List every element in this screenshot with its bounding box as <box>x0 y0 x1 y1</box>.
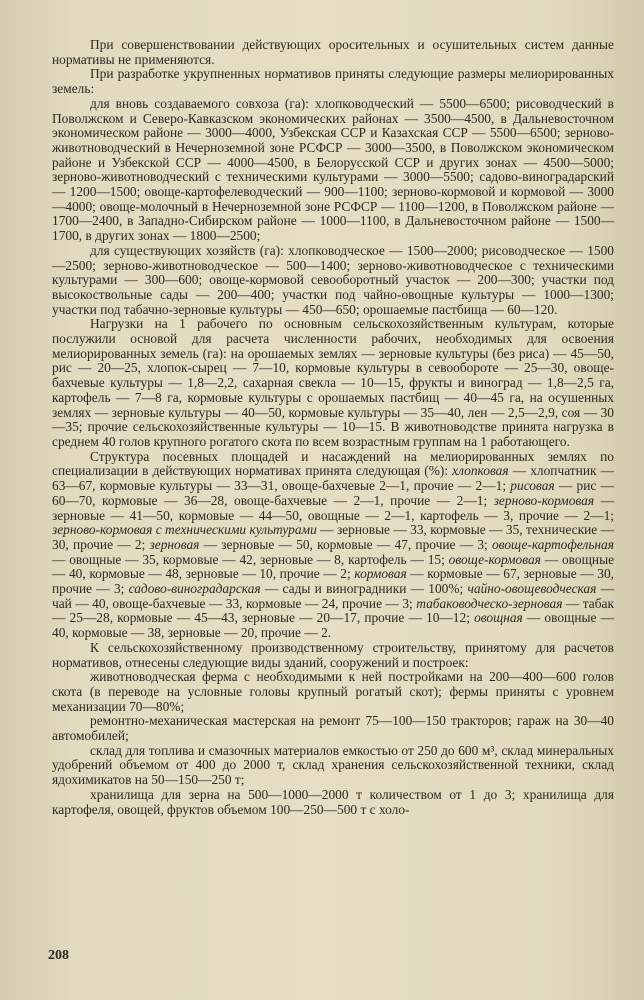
italic-term: овоще-кормовая <box>448 551 541 567</box>
text-run: Нагрузки на 1 рабочего по основным сельскохозяйственным культурам, которые послужили основой для расчета численности рабочих, необходимых для освоения мелиорированных земель (га): на орошаемых землях — зерновые культуры (без риса) — 45—50, рис — 20—25, хлопок-сырец — 7—10, кормовые культуры в севообороте — 25—30, овоще-бахчевые культуры — 1,8—2,2, сахарная свекла — 10—15, фрукты и виноград — 1,8—2,5 га, картофель — 7—8 га, кормовые культуры с орошаемых пастбищ — 40—45 га, на осушенных землях — зерновые культуры — 40—50, кормовые культуры — 35—40, лен — 2,5—2,9, соя — 30—35; прочие сельскохозяйственные культуры — 10—15. В животноводстве принята нагрузка в среднем 40 голов крупного рогатого скота по всем возрастным группам на 1 работающего. <box>52 316 614 449</box>
text-run: хранилища для зерна на 500—1000—2000 т количеством от 1 до 3; хранилища для картофеля, овощей, фруктов объемом 100—250—500 т с холо- <box>52 786 614 817</box>
italic-term: овощная <box>474 610 523 626</box>
italic-term: зерновая <box>149 536 200 552</box>
text-run: При совершенствовании действующих оросительных и осушительных систем данные нормативы не применяются. <box>52 37 614 67</box>
text-run: — рис — 60—70, кормовые — 36—28, овоще-бахчевые — 2—1, прочие — 2—1; <box>52 478 614 508</box>
paragraph <box>52 788 614 817</box>
text-run: — табак — 25—28, кормовые — 45—43, зерновые — 20—17, прочие — 10—12; <box>52 595 614 626</box>
text-run: — чай — 40, овоще-бахчевые — 33, кормовые — 24, прочие — 3; <box>52 581 615 611</box>
page-number: 208 <box>48 948 69 963</box>
text-run: — кормовые — 67, зерновые — 30, прочие — 3; <box>52 566 614 597</box>
italic-term: хлопковая <box>452 463 509 479</box>
italic-term: табаководческо-зерновая <box>416 595 563 611</box>
text-run: животноводческая ферма с необходимыми к ней постройками на 200—400—600 голов скота (в переводе на условные головы крупный рогатый скот); фермы приняты с уровнем механизации 70—80%; <box>52 669 614 714</box>
text-run: — овощные — 35, кормовые — 42, зерновые — 8, картофель — 15; <box>52 551 449 567</box>
text-run: склад для топлива и смазочных материалов емкостью от 250 до 600 м³, склад минеральных удобрений объемом от 400 до 2000 т, склад хранения сельскохозяйственной техники, склад ядохимикатов на 50—150—250 т; <box>52 742 614 788</box>
italic-term: кормовая <box>354 566 407 582</box>
text-run: К сельскохозяйственному производственному строительству, принятому для расчетов нормативов, отнесены следующие виды зданий, сооружений и построек: <box>52 639 614 670</box>
italic-term: зерново-кормовая с техническими культурами <box>52 522 317 538</box>
paragraph <box>52 67 614 96</box>
paragraph <box>52 244 614 318</box>
text-run: — сады и виноградники — 100%; <box>260 581 468 597</box>
italic-term: садово-виноградарская <box>128 581 261 597</box>
paragraph <box>52 450 614 641</box>
italic-term: чайно-овощеводческая <box>467 581 597 597</box>
text-run: — зерновые — 41—50, кормовые — 44—50, овощные — 2—1, картофель — 3, прочие — 2—1; <box>52 492 614 523</box>
text-run: Структура посевных площадей и насаждений на мелиорированных землях по специализации в действующих нормативах принята следующая (%): <box>52 448 614 479</box>
text-run: — хлопчатник — 63—67, кормовые культуры — 33—31, овоще-бахчевые 2—1, прочие — 2—1; <box>52 463 614 494</box>
text-run: для существующих хозяйств (га): хлопководческое — 1500—2000; рисоводческое — 1500—2500; зерново-животноводческое — 500—1400; зерново-животноводческое с техническими культурами — 300—600; овоще-кормовой севооборотный участок — 200—300; участки под высокоствольные сады — 200—400; участки под чайно-овощные культуры — 1000—1300; участки под табачно-зерновые культуры — 450—650; орошаемые пастбища — 60—120. <box>52 242 614 317</box>
text-run: ремонтно-механическая мастерская на ремонт 75—100—150 тракторов; гараж на 30—40 автомобилей; <box>52 713 614 744</box>
paragraph <box>52 641 614 670</box>
text-run: — овощные — 40, кормовые — 38, зерновые — 20, прочие — 2. <box>52 610 614 641</box>
text-run: При разработке укрупненных нормативов приняты следующие размеры мелиорированных земель: <box>52 66 614 97</box>
text-run: — зерновые — 50, кормовые — 47, прочие — 3; <box>199 536 492 552</box>
text-run: — зерновые — 33, кормовые — 35, технические — 30, прочие — 2; <box>52 522 614 552</box>
page-body-text <box>52 38 614 817</box>
text-run: для вновь создаваемого совхоза (га): хлопководческий — 5500—6500; рисоводческий в Поволжском и Северо-Кавказском экономических районах — 3500—4500, в Дальневосточном экономическом районе — 3000—4000, Узбекская ССР и Казахская ССР — 5500—6500; зерново-животноводческий в Нечерноземной зоне РСФСР — 3000—3500, в Поволжском экономическом районе и Узбекской ССР — 4000—4500, в Белорусской ССР и других зонах — 4500—5000; зерново-животноводческий с техническими культурами — 3000—5500; садово-виноградарский — 1200—1500; овоще-картофелеводческий — 900—1100; зерново-кормовой и кормовой — 3000—4000; овоще-молочный в Нечерноземной зоне РСФСР — 1100—1200, в Поволжском районе — 1700—2400, в Западно-Сибирском районе — 1000—1100, в Дальневосточном районе — 1500—1700, в других зонах — 1800—2500; <box>52 95 614 244</box>
paragraph <box>52 670 614 714</box>
italic-term: овоще-картофельная <box>491 536 614 552</box>
paragraph <box>52 38 614 67</box>
italic-term: рисовая <box>510 478 555 494</box>
paragraph <box>52 744 614 788</box>
paragraph <box>52 97 614 244</box>
italic-term: зерново-кормовая <box>493 492 595 508</box>
text-run: — овощные — 40, кормовые — 48, зерновые — 10, прочие — 2; <box>52 551 615 582</box>
paragraph <box>52 714 614 743</box>
paragraph <box>52 317 614 449</box>
